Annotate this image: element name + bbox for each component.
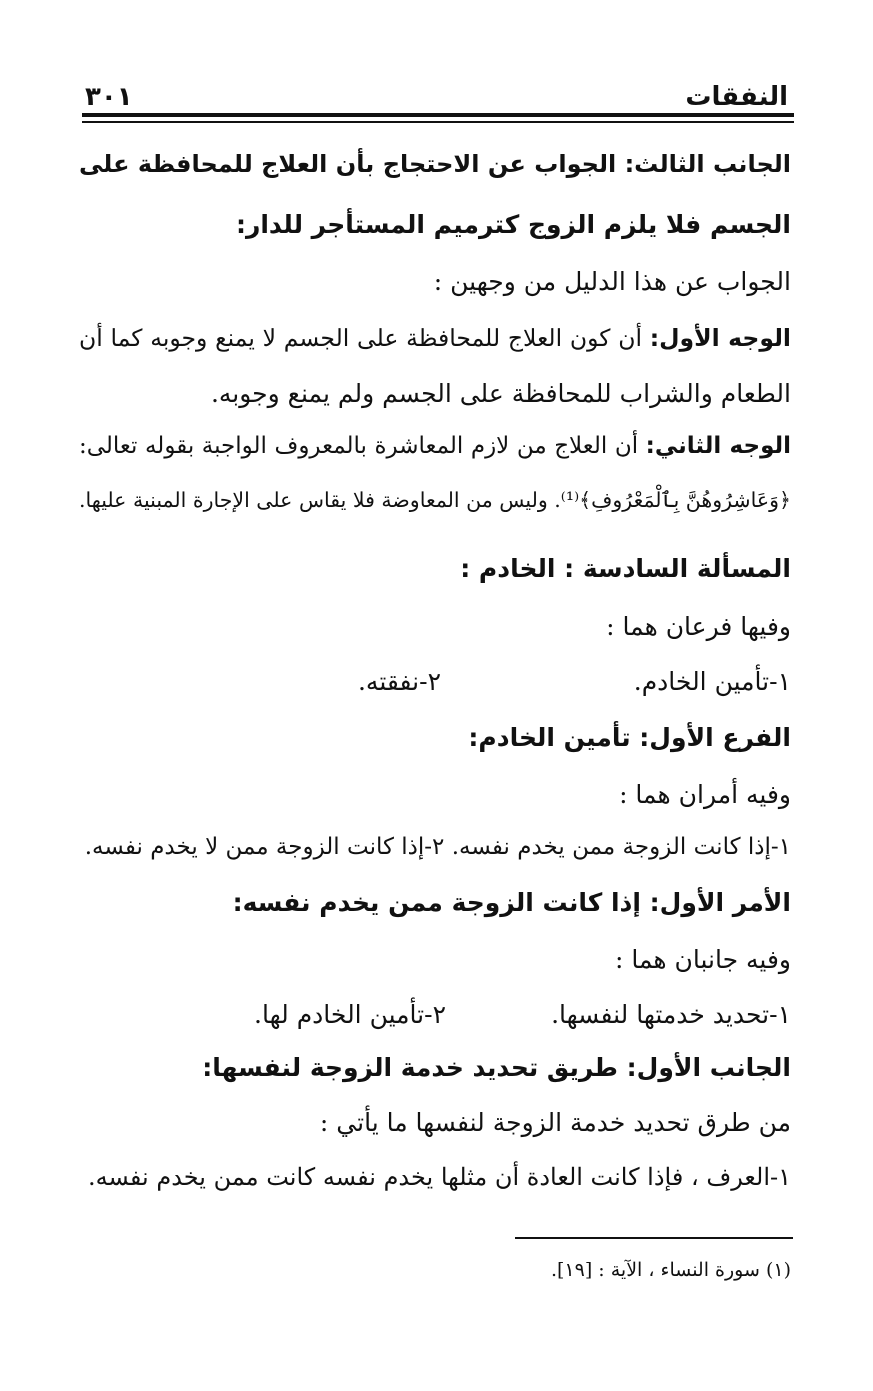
header-rule-thin (82, 121, 794, 123)
heading-first-aspect: الجانب الأول: طريق تحديد خدمة الزوجة لنفسها: (202, 1053, 791, 1082)
paragraph-aspects-intro: وفيه جانبان هما : (614, 945, 791, 974)
list-branches (79, 667, 791, 697)
list-item-aspect-2: ٢-تأمين الخادم لها. (254, 1000, 446, 1029)
list-item-custom: ١-العرف ، فإذا كانت العادة أن مثلها يخدم نفسه كانت ممن يخدم نفسه. (87, 1163, 791, 1191)
paragraph-second-point (79, 433, 791, 461)
first-point-text: أن كون العلاج للمحافظة على الجسم لا يمنع وجوبه كما أن (79, 324, 642, 352)
heading-third-aspect-cont: الجسم فلا يلزم الزوج كترميم المستأجر للدار: (235, 210, 791, 239)
running-header-title: النفقات (685, 82, 788, 112)
second-point-text: أن العلاج من لازم المعاشرة بالمعروف الواجبة بقوله تعالى: (79, 433, 639, 459)
list-aspects (79, 1000, 791, 1030)
list-matters: ١-إذا كانت الزوجة ممن يخدم نفسه. ٢-إذا كانت الزوجة ممن لا يخدم نفسه. (84, 834, 791, 860)
paragraph-methods-intro: من طرق تحديد خدمة الزوجة لنفسها ما يأتي : (319, 1108, 791, 1137)
first-point-label: الوجه الأول: (649, 324, 791, 352)
header-rule-thick (82, 113, 794, 117)
paragraph-first-point (79, 324, 791, 352)
list-item-aspect-1: ١-تحديد خدمتها لنفسها. (551, 1000, 791, 1029)
paragraph-branches-intro: وفيها فرعان هما : (606, 612, 791, 641)
paragraph-second-point-cont: ﴿وَعَاشِرُوهُنَّ بِٱلْمَعْرُوفِ﴾⁽¹⁾. وليس من المعاوضة فلا يقاس على الإجارة المبنية عليها. (79, 488, 792, 512)
footnote-separator (515, 1237, 793, 1239)
list-item-branch-2: ٢-نفقته. (357, 667, 441, 696)
footnote: (١) سورة النساء ، الآية : [١٩]. (550, 1259, 791, 1281)
heading-sixth-issue: المسألة السادسة : الخادم : (460, 554, 791, 583)
heading-third-aspect: الجانب الثالث: الجواب عن الاحتجاج بأن العلاج للمحافظة على (79, 150, 791, 178)
heading-first-branch: الفرع الأول: تأمين الخادم: (468, 723, 791, 752)
list-item-branch-1: ١-تأمين الخادم. (633, 667, 791, 696)
paragraph-first-point-cont: الطعام والشراب للمحافظة على الجسم ولم يمنع وجوبه. (210, 379, 791, 408)
page-number: ٣٠١ (85, 82, 133, 112)
paragraph-matters-intro: وفيه أمران هما : (619, 780, 791, 809)
second-point-label: الوجه الثاني: (645, 433, 792, 459)
heading-first-matter: الأمر الأول: إذا كانت الزوجة ممن يخدم نفسه: (232, 888, 791, 917)
paragraph-answer-intro: الجواب عن هذا الدليل من وجهين : (433, 267, 791, 296)
